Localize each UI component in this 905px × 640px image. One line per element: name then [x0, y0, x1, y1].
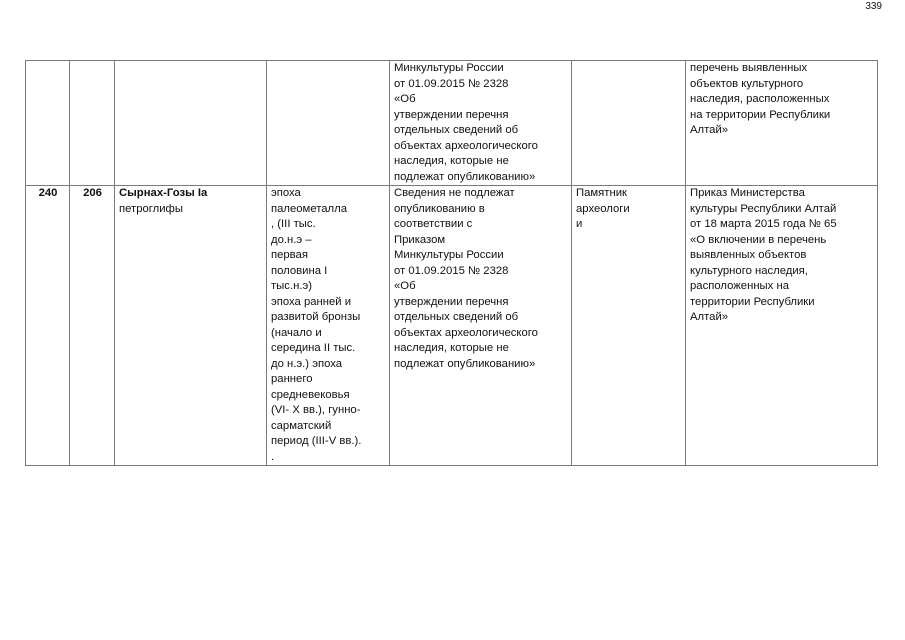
restriction-line: «Об: [394, 93, 416, 105]
dating-cell: [267, 61, 390, 186]
restriction-line: утверждении перечня: [394, 108, 509, 121]
decree-line: Алтай»: [690, 311, 729, 323]
dating-line: середина II тыс.: [271, 342, 356, 354]
dating-line: первая: [271, 249, 308, 261]
decree-line: наследия, расположенных: [690, 93, 830, 105]
dating-line: до.н.э –: [271, 233, 312, 246]
decree-line: выявленных объектов: [690, 249, 807, 261]
decree-line: культурного наследия,: [690, 264, 808, 277]
row-index-cell: [26, 61, 70, 186]
restriction-line: Сведения не подлежат: [394, 187, 515, 199]
decree-line: территории Республики: [690, 295, 815, 308]
restriction-line: Минкультуры России: [394, 62, 504, 74]
restriction-cell: [390, 61, 572, 186]
object-type: петроглифы: [119, 202, 183, 215]
table-row: [26, 61, 878, 186]
decree-line: «О включении в перечень: [690, 233, 827, 246]
decree-line: расположенных на: [690, 280, 789, 292]
row-index-cell: 240: [26, 186, 70, 466]
object-id-cell: 206: [70, 186, 115, 466]
dating-line: средневековья: [271, 388, 350, 401]
restriction-line: подлежат опубликованию»: [394, 170, 536, 183]
restriction-line: наследия, которые не: [394, 155, 509, 167]
decree-line: Алтай»: [690, 124, 729, 136]
decree-cell: [686, 61, 878, 186]
dating-line: .: [271, 450, 275, 463]
dating-line: (VI- X вв.), гунно-: [271, 404, 361, 416]
restriction-cell: [390, 186, 572, 466]
restriction-line: утверждении перечня: [394, 295, 509, 308]
category-cell: [572, 186, 686, 466]
decree-line: культуры Республики Алтай: [690, 202, 837, 215]
dating-line: палеометалла: [271, 202, 348, 215]
restriction-line: опубликованию в: [394, 202, 485, 215]
category-cell: [572, 61, 686, 186]
dating-line: тыс.н.э): [271, 280, 312, 292]
dating-line: раннего: [271, 373, 313, 385]
category-line: археологи: [576, 202, 630, 215]
restriction-line: наследия, которые не: [394, 342, 509, 354]
object-id-cell: [70, 61, 115, 186]
dating-line: половина I: [271, 264, 328, 277]
decree-line: перечень выявленных: [690, 62, 808, 74]
category-line: Памятник: [576, 187, 627, 199]
object-name-cell: [115, 186, 267, 466]
dating-line: эпоха: [271, 187, 301, 199]
dating-cell: [267, 186, 390, 466]
dating-line: период (III-V вв.).: [271, 435, 362, 447]
restriction-line: Приказом: [394, 233, 446, 246]
restriction-line: объектах археологического: [394, 139, 538, 152]
dating-line: , (III тыс.: [271, 218, 316, 230]
dating-line: эпоха ранней и: [271, 295, 352, 308]
dating-line: до н.э.) эпоха: [271, 357, 343, 370]
object-name: Сырнах-Гозы Ia: [119, 187, 208, 199]
decree-line: на территории Республики: [690, 108, 831, 121]
restriction-line: от 01.09.2015 № 2328: [394, 264, 509, 277]
restriction-line: Минкультуры России: [394, 249, 504, 261]
restriction-line: отдельных сведений об: [394, 124, 519, 136]
decree-line: Приказ Министерства: [690, 187, 805, 199]
heritage-registry-table: [25, 60, 878, 466]
category-line: и: [576, 218, 583, 230]
restriction-line: «Об: [394, 280, 416, 292]
decree-cell: [686, 186, 878, 466]
table-row: [26, 186, 878, 466]
object-name-cell: [115, 61, 267, 186]
restriction-line: подлежат опубликованию»: [394, 357, 536, 370]
restriction-line: объектах археологического: [394, 326, 538, 339]
dating-line: развитой бронзы: [271, 311, 361, 323]
page-number: 339: [865, 1, 882, 12]
restriction-line: отдельных сведений об: [394, 311, 519, 323]
restriction-line: соответствии с: [394, 218, 473, 230]
dating-line: (начало и: [271, 326, 322, 339]
dating-line: сарматский: [271, 419, 332, 432]
restriction-line: от 01.09.2015 № 2328: [394, 77, 509, 90]
decree-line: от 18 марта 2015 года № 65: [690, 218, 837, 230]
decree-line: объектов культурного: [690, 77, 804, 90]
